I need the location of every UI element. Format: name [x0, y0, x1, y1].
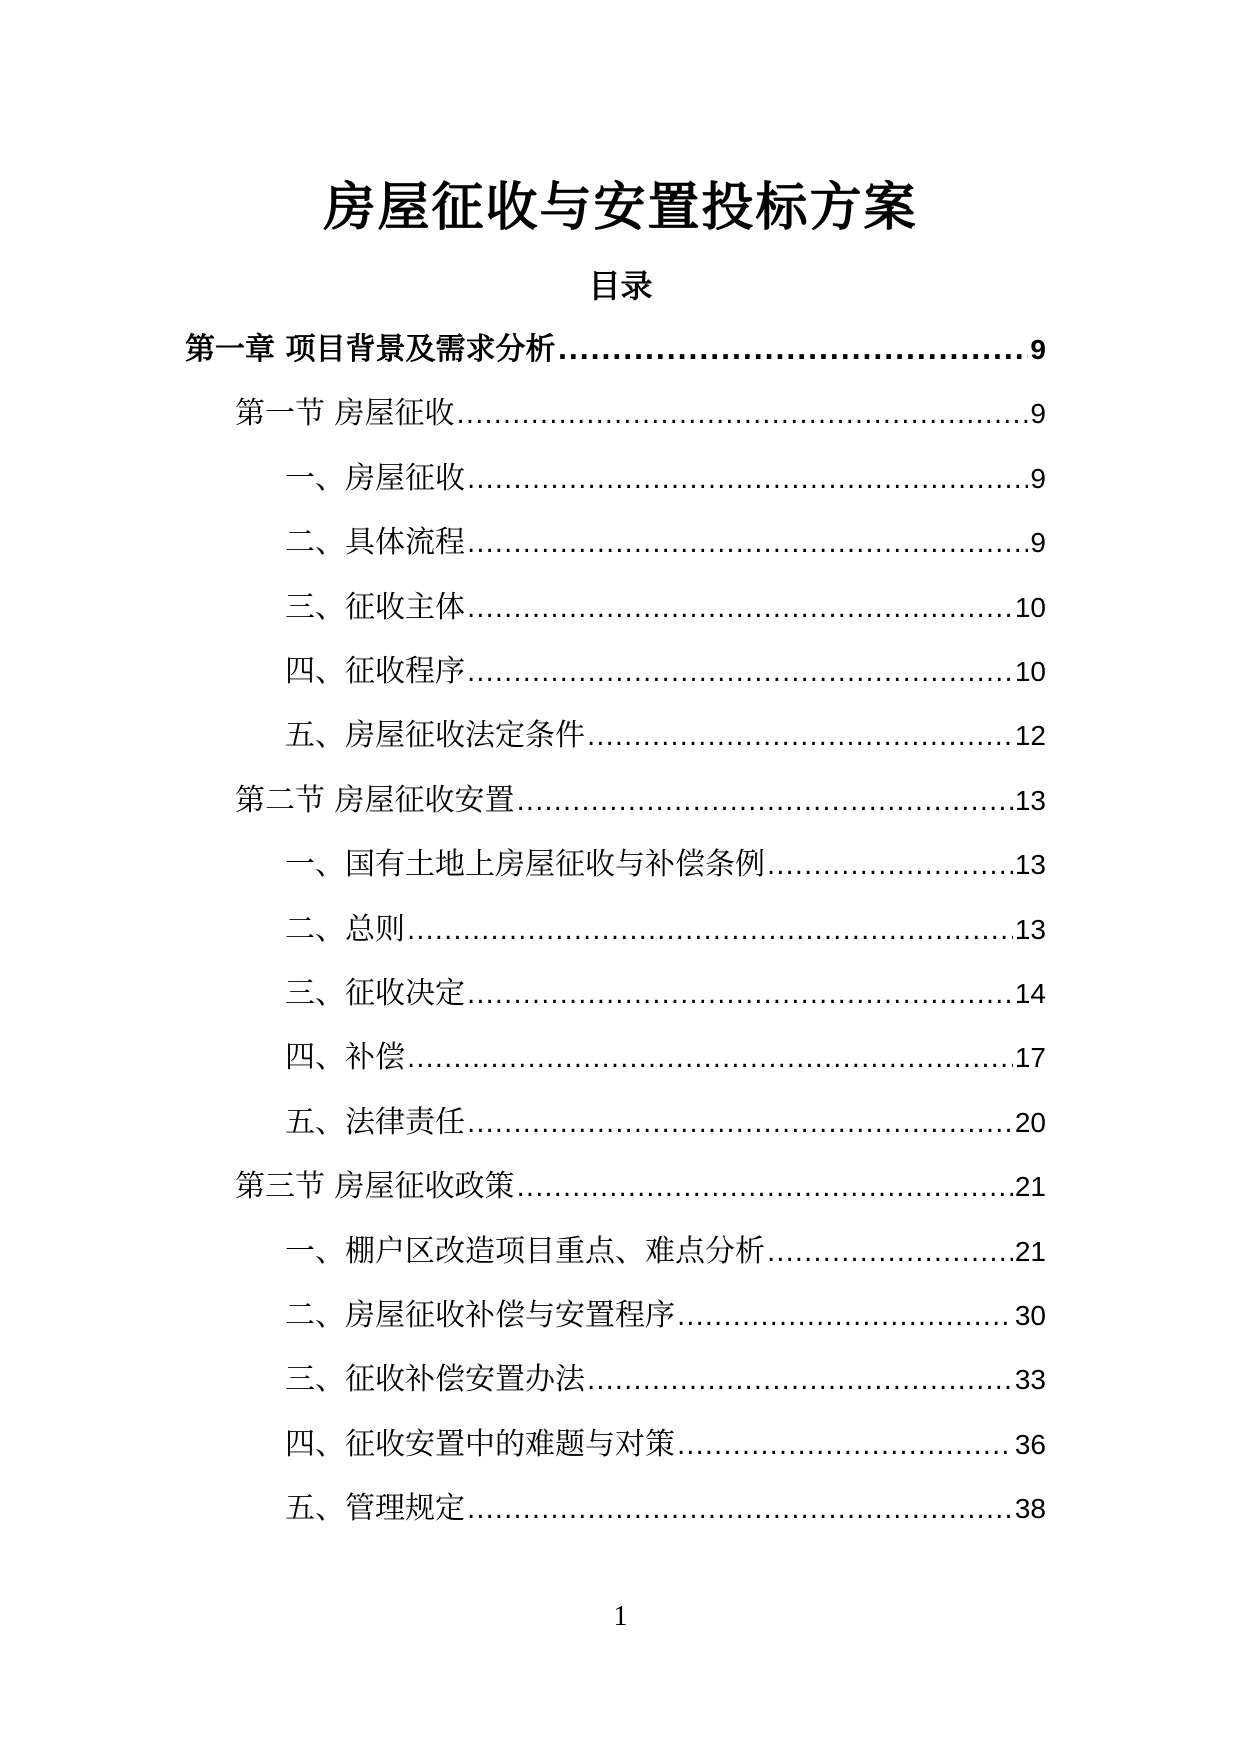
- toc-entry-label: 二、总则: [285, 911, 405, 947]
- toc-entry-label: 第二节 房屋征收安置: [235, 782, 515, 818]
- toc-entry-page: 9: [1030, 527, 1046, 559]
- toc-entry-label: 五、房屋征收法定条件: [285, 718, 585, 754]
- toc-dot-leader: [587, 716, 1013, 756]
- toc-entry[interactable]: [285, 910, 1046, 950]
- toc-entry-label: 一、房屋征收: [285, 460, 465, 496]
- toc-entry-label: 四、补偿: [285, 1040, 405, 1076]
- toc-entry[interactable]: [285, 1360, 1046, 1400]
- toc-dot-leader: [517, 781, 1013, 821]
- toc-entry[interactable]: [285, 1296, 1046, 1336]
- toc-entry[interactable]: [285, 974, 1046, 1014]
- toc-dot-leader: [467, 523, 1028, 563]
- toc-entry-label: 一、棚户区改造项目重点、难点分析: [285, 1233, 765, 1269]
- toc-entry-page: 10: [1014, 591, 1046, 623]
- toc-entry-page: 13: [1014, 784, 1046, 816]
- toc-entry-label: 四、征收安置中的难题与对策: [285, 1426, 675, 1462]
- toc-entry-label: 二、具体流程: [285, 525, 465, 561]
- toc-entry[interactable]: [185, 330, 1046, 370]
- toc-dot-leader: [767, 845, 1013, 885]
- toc-entry-page: 9: [1030, 462, 1046, 494]
- toc-entry[interactable]: [285, 588, 1046, 628]
- toc-entry[interactable]: [285, 652, 1046, 692]
- toc-entry-page: 33: [1014, 1364, 1046, 1396]
- toc-dot-leader: [457, 394, 1029, 434]
- toc-entry-label: 一、国有土地上房屋征收与补偿条例: [285, 847, 765, 883]
- toc-entry[interactable]: [285, 459, 1046, 499]
- toc-entry-page: 13: [1014, 849, 1046, 881]
- toc-entry-page: 9: [1030, 334, 1046, 365]
- toc-entry-page: 10: [1014, 656, 1046, 687]
- toc-entry[interactable]: [285, 1425, 1046, 1465]
- toc-entry-page: 13: [1014, 913, 1046, 945]
- toc-entry-label: 五、法律责任: [285, 1104, 465, 1140]
- page-number: 1: [613, 1601, 628, 1632]
- toc-dot-leader: [407, 910, 1013, 950]
- toc-entry[interactable]: [285, 1038, 1046, 1078]
- toc-entry[interactable]: [235, 1167, 1046, 1207]
- document-title: 房屋征收与安置投标方案: [323, 178, 918, 238]
- toc-entry-page: 20: [1014, 1106, 1046, 1138]
- toc-entry[interactable]: [285, 1103, 1046, 1143]
- toc-entry-label: 三、征收决定: [285, 976, 465, 1011]
- toc-entry[interactable]: [235, 781, 1046, 821]
- toc-entry-label: 三、征收主体: [285, 589, 465, 625]
- toc-entry-page: 21: [1014, 1235, 1046, 1267]
- toc-dot-leader: [517, 1167, 1013, 1207]
- toc-entry[interactable]: [285, 1232, 1046, 1272]
- toc-entry-label: 五、管理规定: [285, 1491, 465, 1527]
- toc-entry[interactable]: [235, 394, 1046, 434]
- toc-entry-label: 四、征收程序: [285, 654, 465, 689]
- toc-entry[interactable]: [285, 1489, 1046, 1529]
- toc-entry[interactable]: [285, 523, 1046, 563]
- toc-entry-label: 二、房屋征收补偿与安置程序: [285, 1298, 675, 1333]
- toc-entry-page: 30: [1014, 1300, 1046, 1331]
- toc-dot-leader: [467, 652, 1013, 692]
- toc-entry-page: 36: [1014, 1428, 1046, 1460]
- toc-dot-leader: [467, 1489, 1013, 1529]
- toc-entry[interactable]: [285, 716, 1046, 756]
- toc-entry-label: 第一节 房屋征收: [235, 396, 455, 432]
- toc-dot-leader: [677, 1425, 1013, 1465]
- toc-entry-page: 14: [1014, 978, 1046, 1009]
- toc-dot-leader: [587, 1360, 1013, 1400]
- toc-dot-leader: [467, 459, 1028, 499]
- toc-entry-page: 21: [1014, 1171, 1046, 1203]
- toc-entry-label: 第一章 项目背景及需求分析: [185, 332, 556, 367]
- toc-dot-leader: [467, 588, 1013, 628]
- toc-dot-leader: [407, 1038, 1013, 1078]
- toc-dot-leader: [467, 974, 1013, 1014]
- toc-dot-leader: [467, 1103, 1013, 1143]
- toc-heading: 目录: [588, 267, 653, 305]
- toc-entry[interactable]: [285, 845, 1046, 885]
- toc-entry-page: 38: [1014, 1493, 1046, 1525]
- toc-entry-page: 12: [1014, 720, 1046, 752]
- toc-dot-leader: [557, 330, 1028, 370]
- toc-entry-label: 三、征收补偿安置办法: [285, 1362, 585, 1398]
- toc-dot-leader: [767, 1232, 1013, 1272]
- toc-dot-leader: [677, 1296, 1013, 1336]
- toc-entry-page: 9: [1030, 398, 1046, 430]
- toc-entry-page: 17: [1014, 1042, 1046, 1074]
- toc-entry-label: 第三节 房屋征收政策: [235, 1169, 515, 1205]
